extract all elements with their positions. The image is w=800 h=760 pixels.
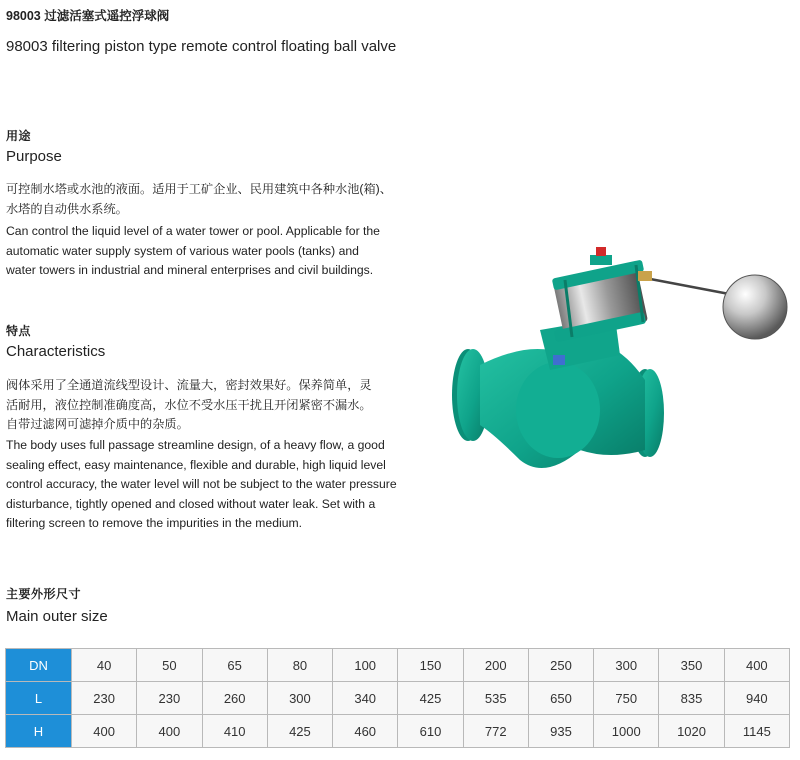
characteristics-en-line: sealing effect, easy maintenance, flexible and durable, high liquid level: [6, 457, 386, 472]
table-cell: 535: [463, 682, 528, 715]
table-cell: 400: [72, 715, 137, 748]
table-cell: 460: [333, 715, 398, 748]
purpose-en-line: Can control the liquid level of a water tower or pool. Applicable for the: [6, 224, 380, 238]
table-cell: 50: [137, 649, 202, 682]
characteristics-cn-line: 阀体采用了全通道流线型设计、流量大，密封效果好。保养简单，灵: [6, 378, 372, 392]
purpose-cn-line: 水塔的自动供水系统。: [6, 201, 128, 216]
table-cell: 300: [267, 682, 332, 715]
size-table: [5, 648, 790, 748]
table-cell: 100: [333, 649, 398, 682]
purpose-text-cn: [6, 180, 392, 219]
page-title-cn: 98003 过滤活塞式遥控浮球阀: [6, 9, 170, 23]
characteristics-en-line: filtering screen to remove the impurities in the medium.: [6, 516, 303, 530]
purpose-text-en: [6, 222, 380, 281]
characteristics-cn-line: 自带过滤网可滤掉介质中的杂质。: [6, 417, 189, 431]
table-cell: 410: [202, 715, 267, 748]
valve-product-image: [440, 245, 790, 490]
table-cell: 610: [398, 715, 463, 748]
characteristics-en-line: The body uses full passage streamline design, of a heavy flow, a good: [6, 438, 385, 452]
characteristics-text-cn: [6, 376, 372, 435]
table-cell: 1020: [659, 715, 724, 748]
purpose-heading-en: Purpose: [6, 148, 62, 165]
characteristics-text-en: [6, 436, 397, 534]
page-title-en: 98003 filtering piston type remote control floating ball valve: [6, 38, 397, 55]
purpose-heading-cn: 用途: [6, 129, 32, 143]
row-header: H: [6, 715, 72, 748]
table-cell: 80: [267, 649, 332, 682]
row-header: L: [6, 682, 72, 715]
characteristics-heading-cn: 特点: [6, 324, 32, 338]
characteristics-cn-line: 活耐用，液位控制准确度高，水位不受水压干扰且开闭紧密不漏水。: [6, 397, 372, 412]
table-cell: 400: [137, 715, 202, 748]
table-row: [6, 649, 790, 682]
table-cell: 750: [594, 682, 659, 715]
table-cell: 425: [267, 715, 332, 748]
table-cell: 230: [137, 682, 202, 715]
table-cell: 772: [463, 715, 528, 748]
size-heading-cn: 主要外形尺寸: [6, 587, 82, 601]
purpose-cn-line: 可控制水塔或水池的液面。适用于工矿企业、民用建筑中各种水池(箱)、: [6, 182, 392, 196]
table-cell: 200: [463, 649, 528, 682]
table-cell: 1000: [594, 715, 659, 748]
table-cell: 650: [528, 682, 593, 715]
table-cell: 1145: [724, 715, 789, 748]
table-cell: 300: [594, 649, 659, 682]
table-cell: 260: [202, 682, 267, 715]
table-cell: 230: [72, 682, 137, 715]
table-cell: 940: [724, 682, 789, 715]
table-cell: 350: [659, 649, 724, 682]
purpose-en-line: water towers in industrial and mineral enterprises and civil buildings.: [6, 263, 374, 277]
table-cell: 150: [398, 649, 463, 682]
table-row: [6, 682, 790, 715]
table-cell: 65: [202, 649, 267, 682]
table-cell: 835: [659, 682, 724, 715]
row-header: DN: [6, 649, 72, 682]
size-heading-en: Main outer size: [6, 608, 108, 625]
characteristics-heading-en: Characteristics: [6, 343, 106, 360]
table-cell: 425: [398, 682, 463, 715]
table-cell: 935: [528, 715, 593, 748]
table-cell: 400: [724, 649, 789, 682]
characteristics-en-line: disturbance, tightly opened and closed without water leak. Set with a: [6, 496, 376, 511]
table-cell: 250: [528, 649, 593, 682]
table-cell: 40: [72, 649, 137, 682]
characteristics-en-line: control accuracy, the water level will not be subject to the water pressure: [6, 477, 397, 491]
table-row: [6, 715, 790, 748]
purpose-en-line: automatic water supply system of various water pools (tanks) and: [6, 243, 359, 258]
table-cell: 340: [333, 682, 398, 715]
